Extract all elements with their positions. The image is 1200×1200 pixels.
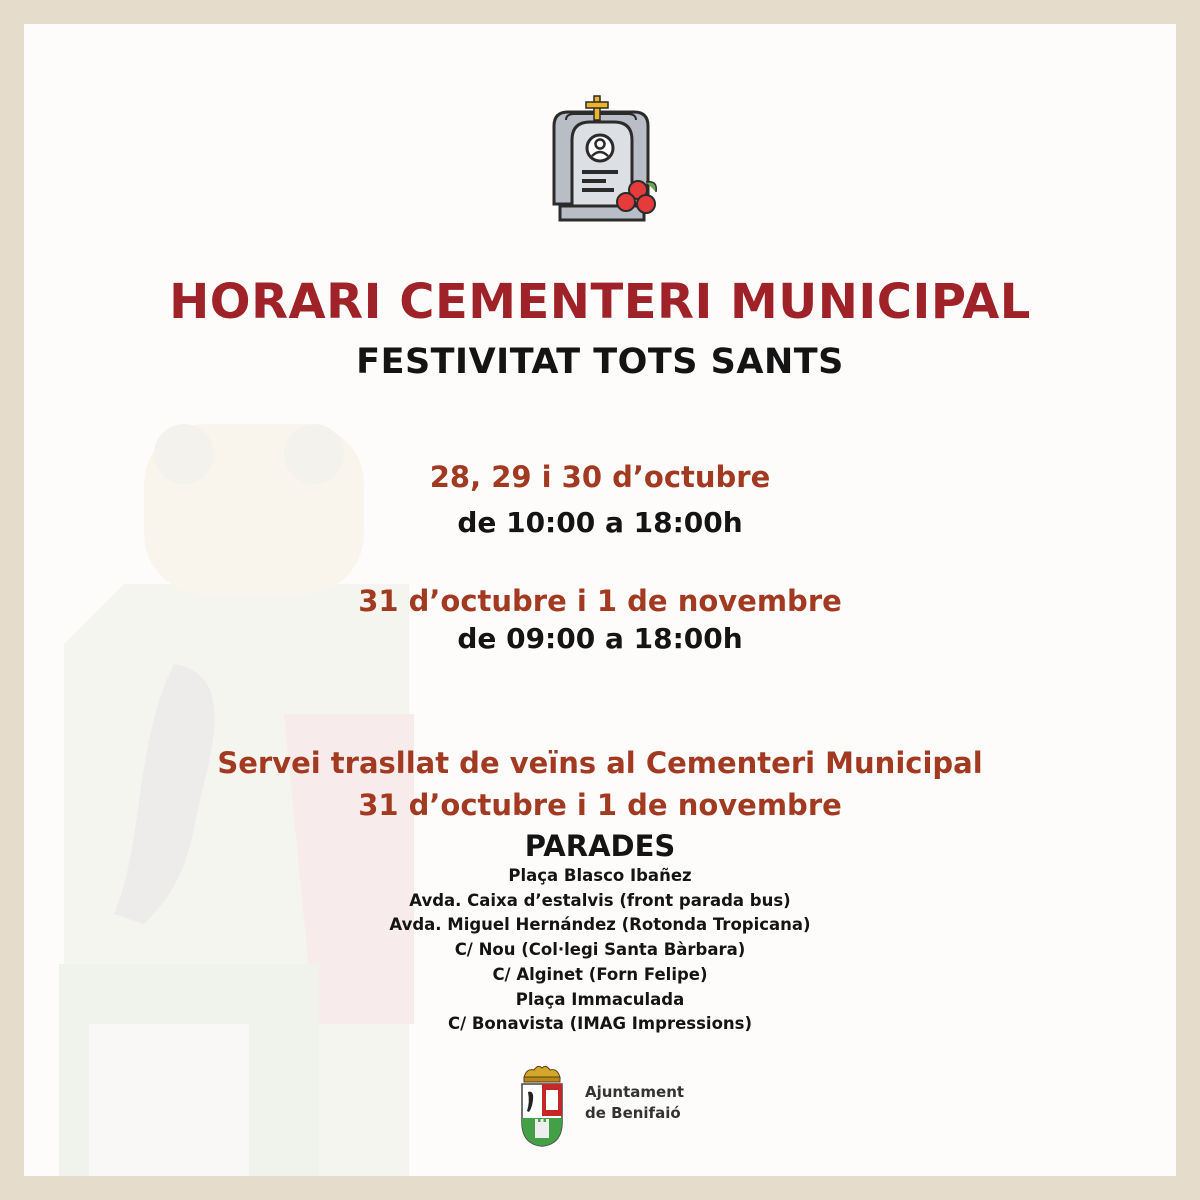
town-hall-name (585, 1082, 684, 1124)
list-item: C/ Bonavista (IMAG Impressions) (447, 1014, 753, 1034)
town-hall-name-line-2: de Benifaió (585, 1104, 681, 1122)
list-item: Avda. Caixa d’estalvis (front parada bus) (409, 890, 791, 910)
shuttle-title: Servei trasllat de veïns al Cementeri Municipal (217, 746, 983, 780)
list-item: C/ Nou (Col·legi Santa Bàrbara) (454, 940, 746, 960)
town-hall-name-line-1: Ajuntament (585, 1083, 685, 1101)
list-item: Plaça Immaculada (515, 989, 685, 1009)
page-subtitle: FESTIVITAT TOTS SANTS (356, 342, 844, 382)
tombstone-icon (534, 92, 668, 226)
stops-heading: PARADES (524, 829, 676, 863)
shuttle-dates: 31 d’octubre i 1 de novembre (358, 788, 842, 822)
list-item: Plaça Blasco Ibañez (508, 866, 692, 885)
list-item: Avda. Miguel Hernández (Rotonda Tropicana) (389, 915, 811, 935)
schedule-dates-1: 28, 29 i 30 d’octubre (429, 460, 771, 494)
list-item: C/ Alginet (Forn Felipe) (492, 964, 708, 984)
schedule-hours-1: de 10:00 a 18:00h (457, 506, 743, 539)
poster-card (24, 24, 1176, 1176)
town-crest-icon (518, 1064, 566, 1148)
stops-list (24, 864, 1176, 1037)
schedule-hours-2: de 09:00 a 18:00h (457, 622, 743, 655)
schedule-dates-2: 31 d’octubre i 1 de novembre (358, 584, 842, 618)
page-title: HORARI CEMENTERI MUNICIPAL (169, 274, 1031, 330)
